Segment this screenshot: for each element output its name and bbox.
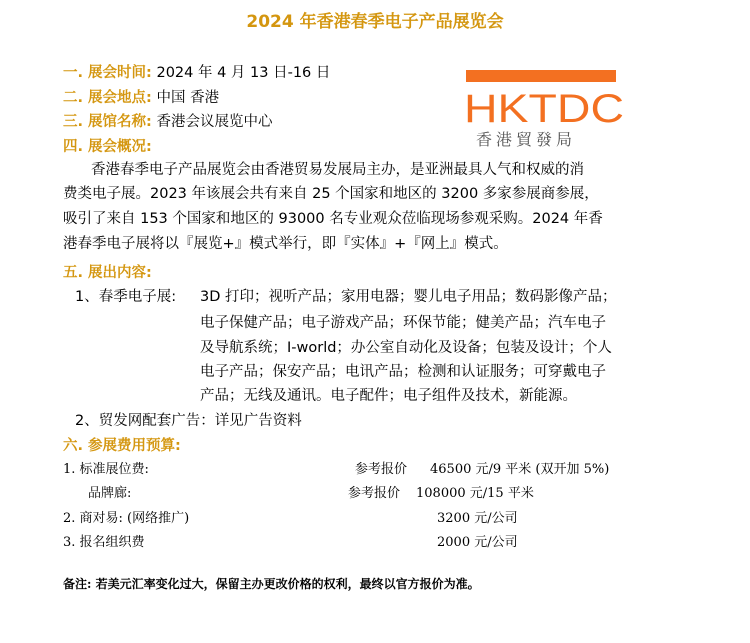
fee-name: 2. 商对易: (网络推广) (63, 511, 190, 526)
page-title: 2024 年香港春季电子产品展览会 (246, 12, 504, 32)
exhibit-item: 2、贸发网配套广告：详见广告资料 (75, 413, 302, 429)
info-row-location (63, 88, 219, 108)
fee-price: 46500 元/9 平米 (双开加 5%) (430, 462, 610, 477)
logo-chinese: 香港貿發局 (476, 130, 577, 148)
fee-name: 1. 标准展位费: (63, 462, 149, 477)
overview-heading: 四. 展会概况: (63, 139, 152, 155)
fee-price: 108000 元/15 平米 (416, 486, 534, 501)
exhibit-line: 产品；无线及通讯。电子配件；电子组件及技术，新能源。 (200, 388, 577, 404)
fees-heading: 六. 参展费用预算: (63, 438, 181, 454)
hktdc-logo (462, 70, 632, 148)
exhibits-heading: 五. 展出内容: (63, 265, 152, 281)
info-label: 三. 展馆名称: (63, 114, 152, 130)
exhibit-line: 及导航系统；I-world；办公室自动化及设备；包装及设计；个人 (200, 340, 612, 356)
overview-line: 香港春季电子产品展览会由香港贸易发展局主办，是亚洲最具人气和权威的消 (91, 162, 584, 178)
info-row-time (63, 63, 330, 83)
logo-bar-top (466, 70, 616, 82)
fee-name: 3. 报名组织费 (63, 535, 145, 550)
info-value: 中国 香港 (156, 90, 220, 106)
fee-price: 3200 元/公司 (437, 511, 518, 526)
overview-line: 吸引了来自 153 个国家和地区的 93000 名专业观众莅临现场参观采购。2024 年香 (63, 211, 603, 227)
overview-line: 费类电子展。2023 年该展会共有来自 25 个国家和地区的 3200 多家参展商参展， (63, 186, 599, 202)
overview-line: 港春季电子展将以『展览+』模式举行，即『实体』+『网上』模式。 (63, 236, 508, 252)
fee-price: 2000 元/公司 (437, 535, 518, 550)
footnote: 备注: 若美元汇率变化过大，保留主办更改价格的权利，最终以官方报价为准。 (63, 577, 480, 591)
fee-ref: 参考报价 (355, 462, 408, 477)
info-row-venue (63, 112, 272, 132)
exhibit-item-label: 1、春季电子展: (75, 289, 177, 305)
exhibit-line: 3D 打印；视听产品；家用电器；婴儿电子用品；数码影像产品； (200, 289, 617, 305)
info-value: 香港会议展览中心 (156, 114, 273, 130)
info-value: 2024 年 4 月 13 日-16 日 (156, 65, 331, 81)
exhibit-line: 电子产品；保安产品；电讯产品；检测和认证服务；可穿戴电子 (200, 364, 606, 380)
logo-mark: HKTDC (464, 87, 624, 131)
exhibit-line: 电子保健产品；电子游戏产品；环保节能；健美产品；汽车电子 (200, 315, 606, 331)
info-label: 二. 展会地点: (63, 90, 152, 106)
fee-name: 品牌廊: (88, 486, 132, 501)
info-label: 一. 展会时间: (63, 65, 152, 81)
fee-ref: 参考报价 (348, 486, 401, 501)
